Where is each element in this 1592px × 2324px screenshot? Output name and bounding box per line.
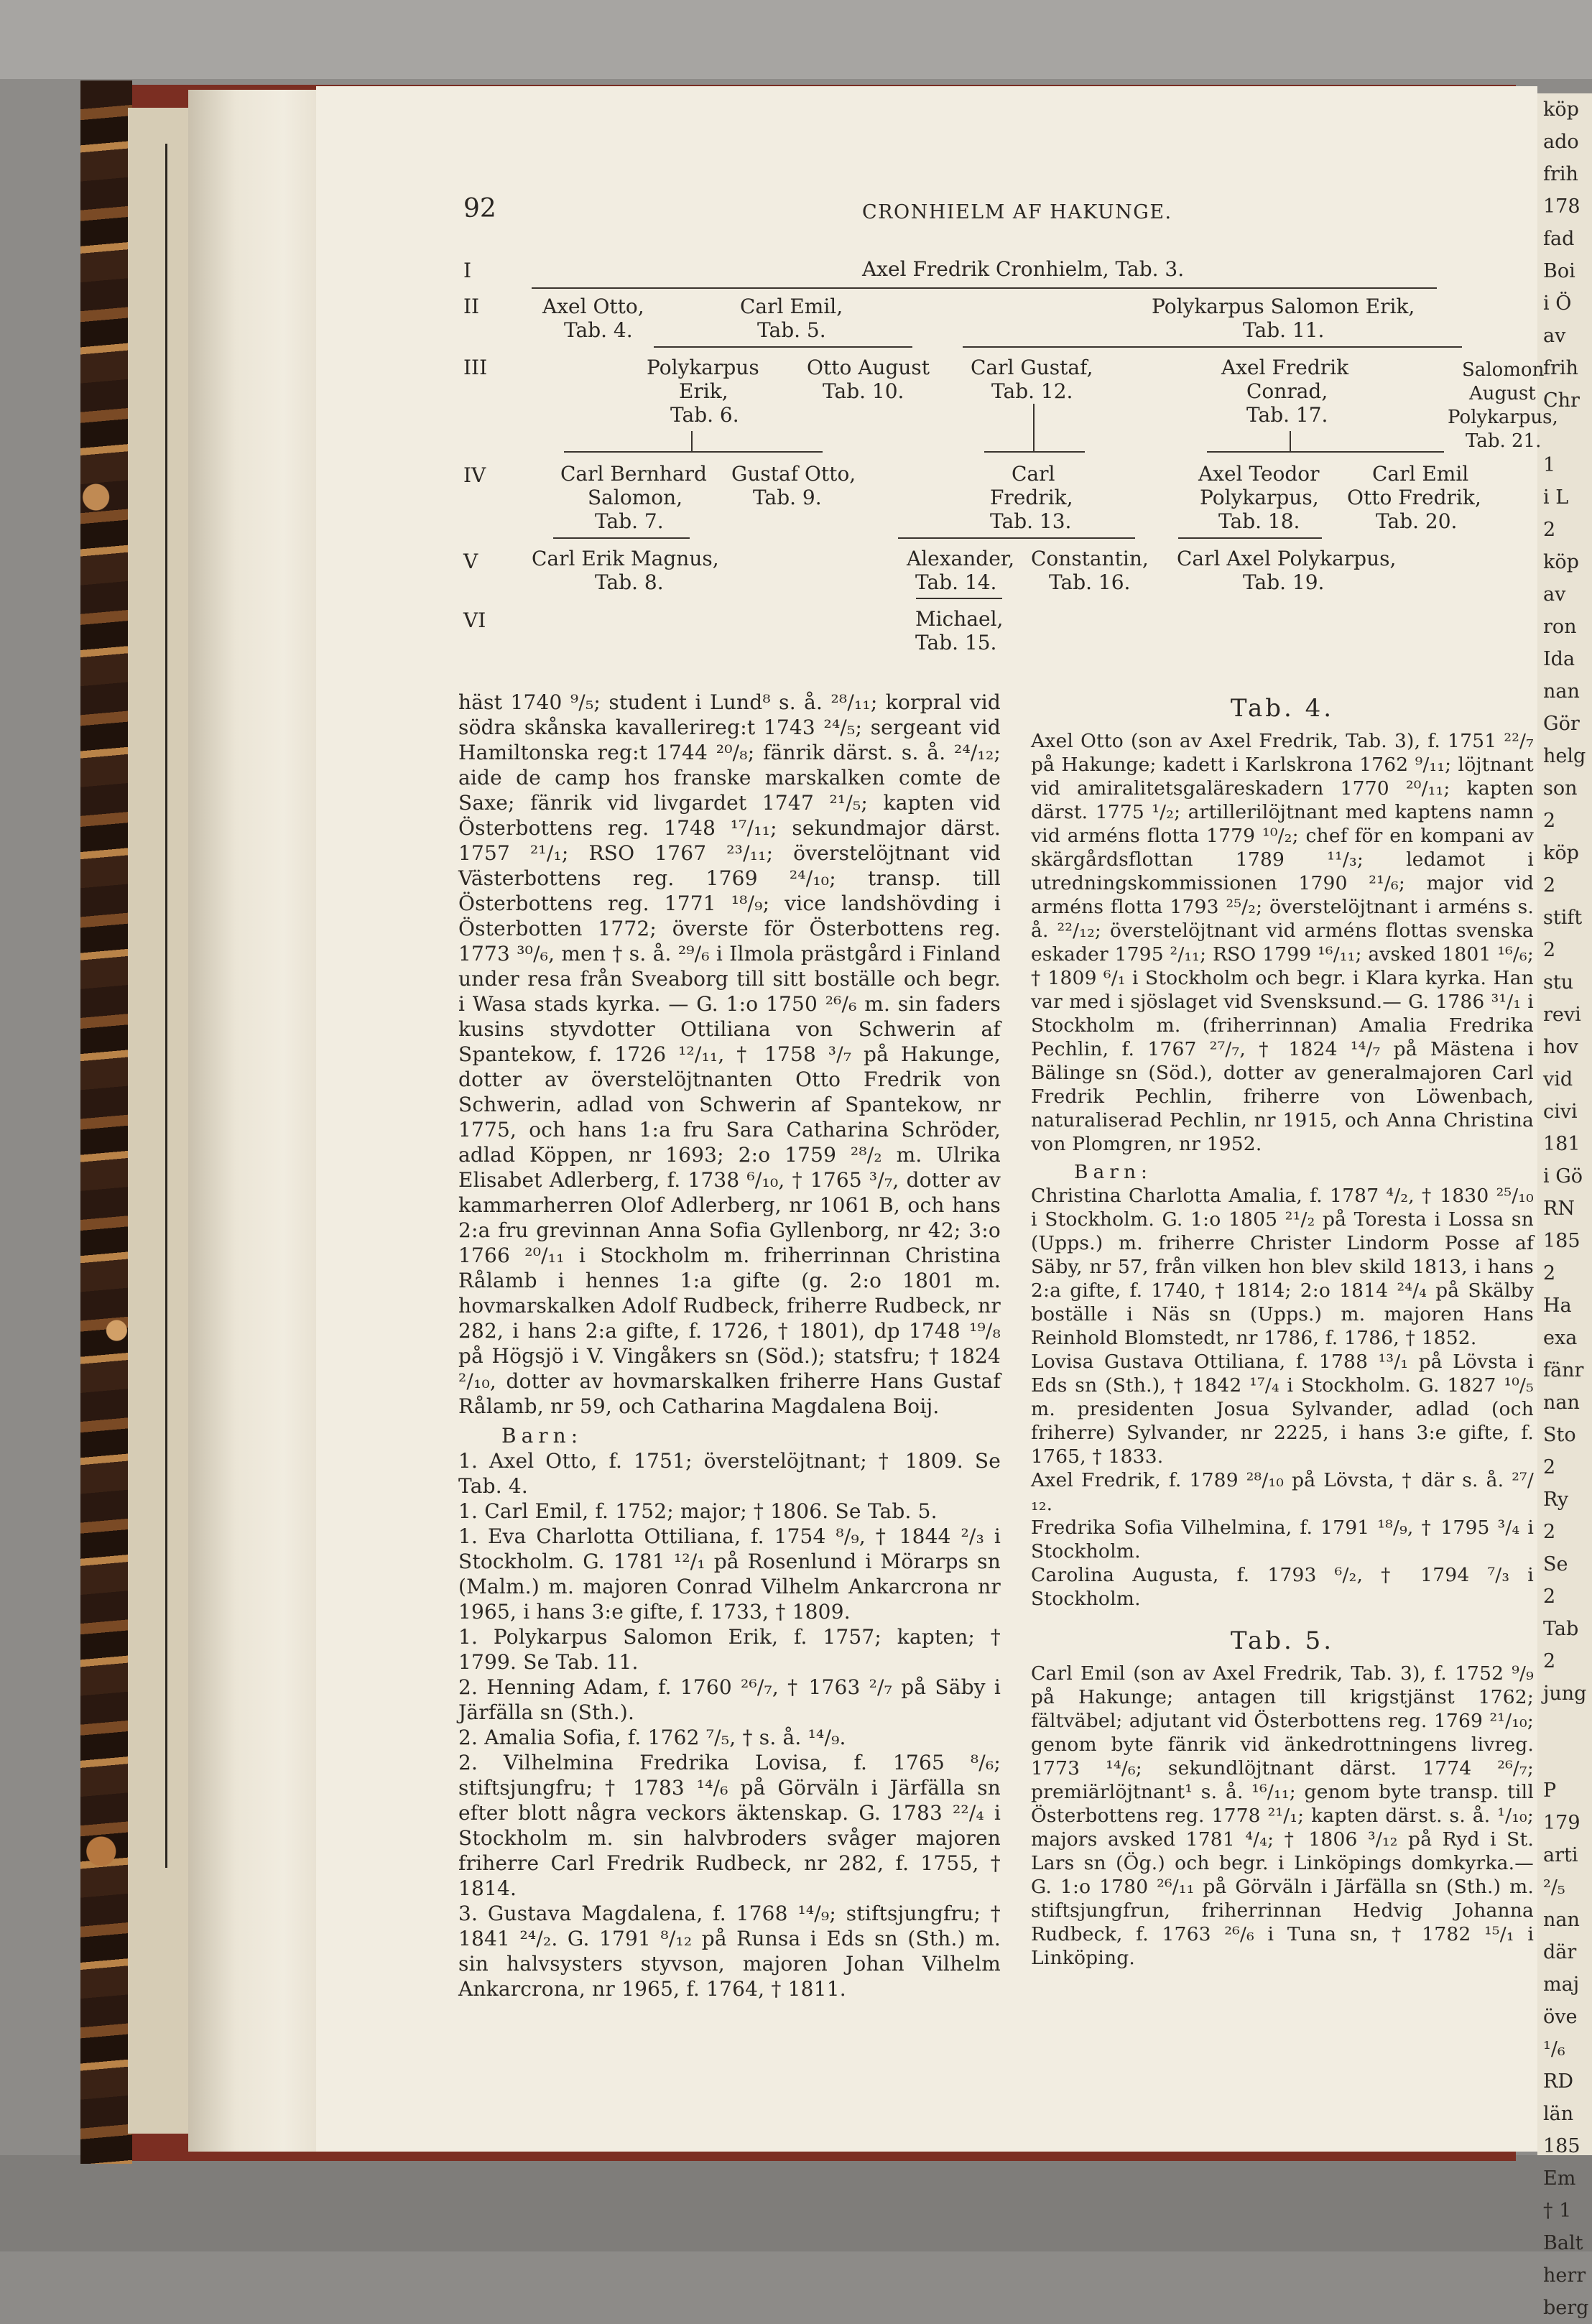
facing-page-fragment: stift xyxy=(1543,907,1583,929)
facing-page-fragment: exa xyxy=(1543,1327,1578,1349)
facing-page-fragment: där xyxy=(1543,1941,1577,1963)
child-entry: Axel Fredrik, f. 1789 ²⁸/₁₀ på Lövsta, † där s. å. ²⁷/₁₂. xyxy=(1031,1469,1534,1515)
facing-page-fragment: ron xyxy=(1543,616,1577,638)
facing-page-fragment: fänr xyxy=(1543,1359,1584,1381)
facing-page-fragment: 1 xyxy=(1543,454,1556,476)
right-column xyxy=(1031,690,1534,1970)
tree-node-carl-gustaf-tab: Tab. 12. xyxy=(991,379,1073,403)
tree-node-polykarpus-erik-2: Erik, xyxy=(679,379,728,403)
facing-page-fragment: 2 xyxy=(1543,519,1556,541)
tree-node-michael: Michael, xyxy=(915,607,1004,631)
facing-page-fragment: Ry xyxy=(1543,1489,1569,1511)
gen-label-2: II xyxy=(463,295,480,318)
tab-5-heading: Tab. 5. xyxy=(1230,1626,1335,1655)
gen-label-4: IV xyxy=(463,463,486,487)
tree-stem-d xyxy=(1290,431,1291,451)
facing-page-fragment: 2 xyxy=(1543,874,1556,897)
facing-page-fragment: hov xyxy=(1543,1036,1578,1058)
tree-node-axel-fredrik-conrad-tab: Tab. 17. xyxy=(1246,403,1328,427)
tree-stem-a xyxy=(691,431,693,451)
tab-4-children-heading: Barn: xyxy=(1074,1161,1152,1183)
facing-page-fragment: stu xyxy=(1543,971,1574,994)
tree-node-carl-emil: Carl Emil, xyxy=(740,295,843,318)
tree-node-salomon-august-3: Polykarpus, xyxy=(1448,407,1558,428)
tree-node-g1: Axel Fredrik Cronhielm, Tab. 3. xyxy=(862,257,1185,281)
tree-node-otto-august: Otto August xyxy=(807,356,930,379)
facing-page-fragment: i L xyxy=(1543,486,1569,509)
facing-page-fragment: son xyxy=(1543,777,1578,800)
facing-page-fragment: RD xyxy=(1543,2070,1573,2093)
tree-brace-g4a xyxy=(553,537,690,539)
facing-page-fragment: 178 xyxy=(1543,195,1581,218)
facing-page-fragment: 2 xyxy=(1543,939,1556,961)
gen-label-5: V xyxy=(463,550,478,573)
child-entry: 1. Eva Charlotta Ottiliana, f. 1754 ⁸/₉, † 1844 ²/₃ i Stockholm. G. 1781 ¹²/₁ på Rosenlund i Mörarps sn (Malm.) m. majoren Conrad Vilhelm Ankarcrona nr 1965, i hans 3:e gifte, f. 1733, † 1809. xyxy=(458,1524,1001,1624)
facing-page-edge xyxy=(1537,93,1592,2319)
facing-page-fragment xyxy=(1543,1710,1592,1742)
facing-page-fragment: Gör xyxy=(1543,713,1580,735)
facing-page-fragment: i Ö xyxy=(1543,292,1572,315)
tree-node-axel-fredrik-conrad: Axel Fredrik xyxy=(1221,356,1349,379)
tree-brace-g4d xyxy=(1178,537,1322,539)
facing-page-fragment: Boi xyxy=(1543,260,1575,282)
facing-page-fragment: helg xyxy=(1543,745,1586,767)
tree-node-axel-otto: Axel Otto, xyxy=(542,295,644,318)
facing-page-fragment: arti xyxy=(1543,1844,1578,1866)
tree-brace-g2c xyxy=(963,346,1462,348)
tree-node-polykarpus-salomon-erik: Polykarpus Salomon Erik, xyxy=(1152,295,1415,318)
tree-node-carl-emil-otto-2: Otto Fredrik, xyxy=(1347,486,1481,509)
child-entry: 2. Amalia Sofia, f. 1762 ⁷/₅, † s. å. ¹⁴/₉. xyxy=(458,1726,846,1749)
facing-page-fragment: P xyxy=(1543,1779,1557,1802)
entry-continuation: häst 1740 ⁹/₅; student i Lund⁸ s. å. ²⁸/₁₁; korpral vid södra skånska kavallerireg:t 1743 ²⁴/₅; sergeant vid Hamiltonska reg:t 1744 ²⁰/₈; fänrik därst. s. å. ²⁴/₁₂; aide de camp hos franske marskalken comte de Saxe; fänrik vid livgardet 1747 ²¹/₅; kapten vid Österbottens reg. 1748 ¹⁷/₁₁; sekundmajor därst. 1757 ²¹/₁; RSO 1767 ²³/₁₁; överstelöjtnant vid Västerbottens reg. 1769 ²⁴/₁₀; transp. till Österbottens reg. 1771 ¹⁸/₉; vice landshövding i Österbotten 1772; överste för Österbottens reg. 1773 ³⁰/₆, men † s. å. ²⁹/₆ i Ilmola prästgård i Finland under resa från Sveaborg till sitt boställe och begr. i Wasa stads kyrka. — G. 1:o 1750 ²⁶/₆ m. sin faders kusins styvdotter Ottiliana von Schwerin af Spantekow, f. 1726 ¹²/₁₁, † 1758 ³/₇ på Hakunge, dotter av överstelöjtnanten Otto Fredrik von Schwerin, adlad von Schwerin af Spantekow, nr 1775, och hans 1:a fru Sara Catharina Schröder, adlad Köppen, nr 1693; 2:o 1759 ²⁸/₂ m. Ulrika Elisabet Adlerberg, f. 1738 ⁶/₁₀, † 1765 ³/₇, dotter av kammarherren Olof Adlerberg, nr 1061 B, och hans 2:a fru grevinnan Anna Sofia Gyllenborg, nr 42; 3:o 1766 ²⁰/₁₁ i Stockholm m. friherrinnan Christina Rålamb i hennes 1:a gifte (g. 2:o 1801 m. hovmarskalken Adolf Rudbeck, friherre Rudbeck, nr 282, i hans 2:a gifte, f. 1726, † 1801), dp 1748 ¹⁹/₈ på Högsjö i V. Vingåkers sn (Söd.); statsfru; † 1824 ²/₁₀, dotter av hovmarskalken friherre Hans Gustaf Rålamb, nr 59, och Catharina Magdalena Boij. xyxy=(458,690,1001,1418)
tree-node-salomon-august: Salomon xyxy=(1462,359,1545,381)
tab-4-heading: Tab. 4. xyxy=(1230,694,1335,723)
tree-node-carl-axel-polykarpus: Carl Axel Polykarpus, xyxy=(1177,547,1397,570)
facing-page-fragment: maj xyxy=(1543,1973,1580,1996)
child-entry: 1. Polykarpus Salomon Erik, f. 1757; kapten; † 1799. Se Tab. 11. xyxy=(458,1625,1001,1674)
tree-node-carl-gustaf: Carl Gustaf, xyxy=(971,356,1093,379)
tree-node-constantin: Constantin, xyxy=(1031,547,1149,570)
facing-page-fragment: nan xyxy=(1543,680,1580,703)
facing-page-fragment: köp xyxy=(1543,551,1579,573)
facing-page-fragment: 2 xyxy=(1543,1521,1556,1543)
tree-node-carl-emil-tab: Tab. 5. xyxy=(757,318,826,342)
child-entry: 2. Vilhelmina Fredrika Lovisa, f. 1765 ⁸/₆; stiftsjungfru; † 1783 ¹⁴/₆ på Görväln i Järfälla sn efter blott några veckors äktenskap. G. 1783 ²²/₄ i Stockholm m. sin halvbroders svåger majoren friherre Carl Fredrik Rudbeck, nr 282, f. 1755, † 1814. xyxy=(458,1751,1001,1900)
tree-node-carl-fredrik-tab: Tab. 13. xyxy=(990,509,1072,533)
tree-brace-g2b xyxy=(654,346,912,348)
tree-node-salomon-august-2: August xyxy=(1469,383,1536,404)
tree-node-axel-otto-tab: Tab. 4. xyxy=(564,318,633,342)
tree-brace-g3a xyxy=(564,451,823,453)
child-entry: 3. Gustava Magdalena, f. 1768 ¹⁴/₉; stiftsjungfru; † 1841 ²⁴/₂. G. 1791 ⁸/₁₂ på Runsa i Eds sn (Sth.) m. sin halvsysters styvson, majoren Johan Vilhelm Ankarcrona, nr 1965, f. 1764, † 1811. xyxy=(458,1902,1001,2001)
tree-node-gustaf-otto: Gustaf Otto, xyxy=(731,462,856,486)
facing-page-fragment: av xyxy=(1543,583,1566,606)
child-entry: Christina Charlotta Amalia, f. 1787 ⁴/₂, † 1830 ²⁵/₁₀ i Stockholm. G. 1:o 1805 ²¹/₂ på Toresta i Lossa sn (Upps.) m. friherre Christer Lindorm Posse af Säby, nr 57, från vilken hon blev skild 1813, i hans 2:a gifte, f. 1740, † 1814; 2:o 1814 ²⁴/₄ på Skälby boställe i Näs sn (Upps.) m. majoren Hans Reinhold Blomstedt, nr 1786, f. 1786, † 1852. xyxy=(1031,1185,1534,1349)
facing-page-fragment: 185 xyxy=(1543,2135,1581,2157)
tree-node-michael-tab: Tab. 15. xyxy=(915,631,997,654)
facing-page-fragment: 185 xyxy=(1543,1230,1581,1252)
scan-background-top xyxy=(0,0,1592,79)
facing-page-fragment: frih xyxy=(1543,357,1578,379)
child-entry: 1. Carl Emil, f. 1752; major; † 1806. Se Tab. 5. xyxy=(458,1499,938,1523)
facing-page-fragment: 2 xyxy=(1543,810,1556,832)
tree-node-carl-bernhard: Carl Bernhard xyxy=(560,462,707,486)
tree-node-carl-fredrik: Carl xyxy=(1012,462,1055,486)
facing-page-fragment: 2 xyxy=(1543,1262,1556,1284)
tree-node-axel-teodor-2: Polykarpus, xyxy=(1200,486,1319,509)
facing-page-fragment: Chr xyxy=(1543,389,1580,412)
child-entry: 2. Henning Adam, f. 1760 ²⁶/₇, † 1763 ²/₇ på Säby i Järfälla sn (Sth.). xyxy=(458,1675,1001,1724)
child-entry: Fredrika Sofia Vilhelmina, f. 1791 ¹⁸/₉, † 1795 ³/₄ i Stockholm. xyxy=(1031,1517,1534,1563)
facing-page-fragment: fad xyxy=(1543,228,1575,250)
facing-page-fragment: nan xyxy=(1543,1392,1580,1414)
tree-node-carl-bernhard-tab: Tab. 7. xyxy=(595,509,664,533)
children-heading: Barn: xyxy=(501,1424,583,1448)
facing-page-fragment: civi xyxy=(1543,1101,1578,1123)
facing-page-fragment: län xyxy=(1543,2103,1574,2125)
tree-node-carl-erik-magnus-tab: Tab. 8. xyxy=(595,570,664,594)
child-entry: Lovisa Gustava Ottiliana, f. 1788 ¹³/₁ på Lövsta i Eds sn (Sth.), † 1842 ¹⁷/₄ i Stockholm. G. 1827 ¹⁰/₅ m. presidenten Josua Sylvander, adlad (och friherre) Sylvander, nr 2225, i hans 3:e gifte, f. 1765, † 1833. xyxy=(1031,1351,1534,1468)
tree-node-carl-fredrik-2: Fredrik, xyxy=(990,486,1073,509)
tree-node-carl-axel-polykarpus-tab: Tab. 19. xyxy=(1243,570,1325,594)
facing-page-fragment: frih xyxy=(1543,163,1578,185)
tab-5-entry: Carl Emil (son av Axel Fredrik, Tab. 3), f. 1752 ⁹/₉ på Hakunge; antagen till krigstjänst 1762; fältväbel; adjutant vid Österbottens reg. 1769 ²¹/₁₀; genom byte fänrik vid änkedrottningens livreg. 1773 ¹⁴/₆; sekundlöjtnant därst. 1774 ²⁶/₇; premiärlöjtnant¹ s. å. ¹⁶/₁₁; genom byte transp. till Österbottens reg. 1778 ²¹/₁; kapten därst. s. å. ¹/₁₀; majors avsked 1781 ⁴/₄; † 1806 ³/₁₂ på Ryd i St. Lars sn (Ög.) och begr. i Linköpings domkyrka.— G. 1:o 1780 ²⁶/₁₁ på Görväln i Järfälla sn (Sth.) m. stiftsjungfrun, friherrinnan Hedvig Johanna Rudbeck, f. 1763 ²⁶/₆ i Tuna sn, † 1782 ¹⁵/₁ i Linköping. xyxy=(1031,1662,1534,1969)
gen-label-3: III xyxy=(463,356,488,379)
tree-brace-g5b xyxy=(916,598,1002,599)
tree-node-axel-fredrik-conrad-2: Conrad, xyxy=(1246,379,1328,403)
facing-page-fragment: nan xyxy=(1543,1909,1580,1931)
facing-page-fragment: RN xyxy=(1543,1198,1575,1220)
tab-4-entry: Axel Otto (son av Axel Fredrik, Tab. 3), f. 1751 ²²/₇ på Hakunge; kadett i Karlskrona 1762 ⁹/₁₁; löjtnant vid amiralitetsgaläreskadern 1770 ²⁰/₁₁; kapten därst. 1775 ¹/₂; artillerilöjtnant med kaptens namn vid arméns flotta 1779 ¹⁰/₂; chef för en kompani av skärgårdsflottan 1789 ¹¹/₃; ledamot i utredningskommissionen 1790 ²¹/₆; major vid arméns flotta 1793 ²⁵/₂; överstelöjtnant i arméns s. å. ²²/₁₂; överstelöjtnant vid arméns flottas svenska eskader 1795 ²/₁₁; RSO 1799 ¹⁶/₁₁; avsked 1801 ¹⁶/₆; † 1809 ⁶/₁ i Stockholm och begr. i Klara kyrka. Han var med i sjöslaget vid Svensksund.— G. 1786 ³¹/₁ i Stockholm m. (friherrinnan) Amalia Fredrika Pechlin, f. 1767 ²⁷/₇, † 1824 ¹⁴/₇ på Mästena i Bälinge sn (Söd.), dotter av generalmajoren Carl Fredrik Pechlin, friherre von Löwenbach, naturaliserad Pechlin, nr 1915, och Anna Christina von Plomgren, nr 1952. xyxy=(1031,730,1534,1155)
facing-page-fragment: revi xyxy=(1543,1004,1581,1026)
book-page xyxy=(316,86,1558,2152)
tree-brace-g1 xyxy=(532,287,1437,289)
tree-brace-g4c xyxy=(898,537,1135,539)
facing-page-fragment: köp xyxy=(1543,98,1579,121)
facing-page-fragment: Em xyxy=(1543,2167,1576,2190)
tree-node-salomon-august-tab: Tab. 21. xyxy=(1466,430,1542,452)
child-entry: 1. Axel Otto, f. 1751; överstelöjtnant; † 1809. Se Tab. 4. xyxy=(458,1449,1001,1498)
tree-node-axel-teodor: Axel Teodor xyxy=(1198,462,1320,486)
page-gutter xyxy=(188,90,325,2152)
tree-node-carl-bernhard-2: Salomon, xyxy=(588,486,683,509)
facing-page-fragment: Tab xyxy=(1543,1618,1579,1640)
marbled-cover xyxy=(80,80,132,2164)
tree-brace-g3d xyxy=(1207,451,1444,453)
tree-node-polykarpus-erik-tab: Tab. 6. xyxy=(670,403,739,427)
endpaper xyxy=(128,108,190,2134)
facing-page-fragment: 2 xyxy=(1543,1585,1556,1608)
facing-page-fragment: 2 xyxy=(1543,1650,1556,1672)
facing-page-fragment: Ida xyxy=(1543,648,1575,670)
facing-page-fragment: 181 xyxy=(1543,1133,1581,1155)
spine-binding-line xyxy=(165,144,175,1868)
tree-node-otto-august-tab: Tab. 10. xyxy=(823,379,904,403)
tree-node-constantin-tab: Tab. 16. xyxy=(1049,570,1131,594)
scan-background-bottom xyxy=(0,2155,1592,2251)
facing-page-fragment: ¹/₆ xyxy=(1543,2038,1565,2060)
tree-node-polykarpus-salomon-erik-tab: Tab. 11. xyxy=(1243,318,1325,342)
facing-page-fragment xyxy=(1543,1742,1592,1774)
facing-page-fragment: av xyxy=(1543,325,1566,347)
facing-page-fragment: herr xyxy=(1543,2264,1586,2287)
page-number: 92 xyxy=(463,194,496,223)
tree-node-alexander: Alexander, xyxy=(907,547,1014,570)
left-column xyxy=(458,690,1001,2001)
facing-page-fragment: Se xyxy=(1543,1553,1568,1575)
facing-page-fragment: köp xyxy=(1543,842,1579,864)
tree-node-axel-teodor-tab: Tab. 18. xyxy=(1218,509,1300,533)
facing-page-fragment: i Gö xyxy=(1543,1165,1583,1188)
facing-page-fragment: vid xyxy=(1543,1068,1573,1091)
tree-node-gustaf-otto-tab: Tab. 9. xyxy=(753,486,822,509)
facing-page-fragment: jung xyxy=(1543,1682,1587,1705)
facing-page-fragment: Sto xyxy=(1543,1424,1576,1446)
tree-brace-g3c xyxy=(984,451,1085,453)
child-entry: Carolina Augusta, f. 1793 ⁶/₂, † 1794 ⁷/₃ i Stockholm. xyxy=(1031,1564,1534,1610)
tree-stem-c xyxy=(1033,404,1035,451)
tree-node-carl-erik-magnus: Carl Erik Magnus, xyxy=(532,547,719,570)
tree-node-alexander-tab: Tab. 14. xyxy=(915,570,997,594)
facing-page-fragment: Balt xyxy=(1543,2232,1583,2254)
tree-node-carl-emil-otto: Carl Emil xyxy=(1372,462,1469,486)
facing-page-fragment: ado xyxy=(1543,131,1579,153)
running-head: CRONHIELM AF HAKUNGE. xyxy=(862,201,1172,223)
facing-page-fragment: berg xyxy=(1543,2297,1589,2319)
facing-page-fragment: öve xyxy=(1543,2006,1578,2028)
facing-page-fragment: ²/₅ xyxy=(1543,1876,1565,1899)
tree-node-polykarpus-erik: Polykarpus xyxy=(647,356,759,379)
gen-label-1: I xyxy=(463,259,472,282)
facing-page-fragment: † 1 xyxy=(1543,2200,1572,2222)
tree-node-carl-emil-otto-tab: Tab. 20. xyxy=(1376,509,1458,533)
facing-page-fragment: 2 xyxy=(1543,1456,1556,1478)
gen-label-6: VI xyxy=(463,608,486,632)
facing-page-fragment: 179 xyxy=(1543,1812,1581,1834)
facing-page-fragment: Ha xyxy=(1543,1295,1572,1317)
